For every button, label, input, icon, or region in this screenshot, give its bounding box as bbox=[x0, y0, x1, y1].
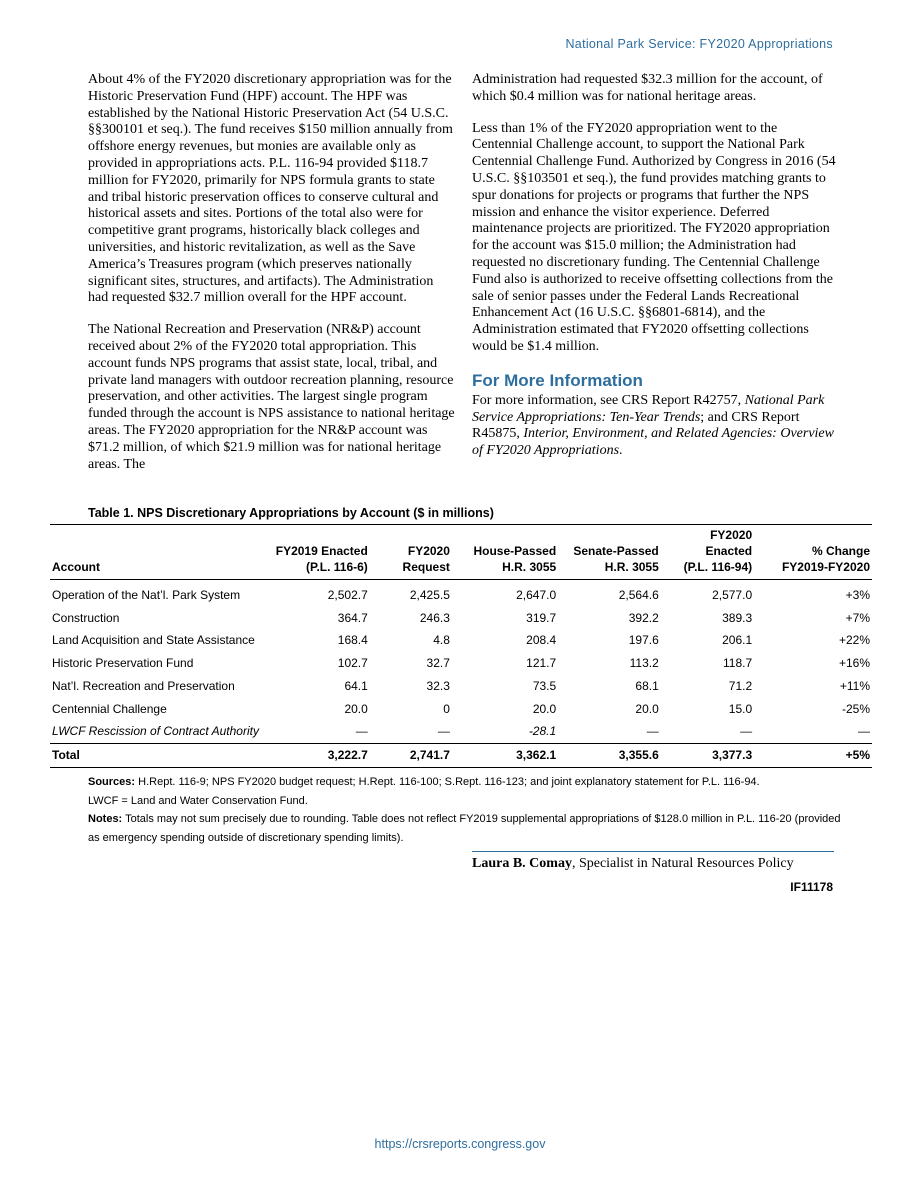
author-title: , Specialist in Natural Resources Policy bbox=[571, 856, 794, 871]
cell-enacted: 71.2 bbox=[728, 678, 753, 693]
cell-change: +3% bbox=[845, 588, 870, 602]
lwcf-note: LWCF = Land and Water Conservation Fund. bbox=[88, 794, 308, 807]
table-row bbox=[50, 698, 872, 721]
cell-account: Centennial Challenge bbox=[52, 701, 167, 716]
cell-senate: — bbox=[646, 724, 659, 739]
author-divider bbox=[472, 851, 834, 852]
cell-enacted: 15.0 bbox=[728, 701, 753, 716]
cell-request: 0 bbox=[443, 701, 450, 716]
cell-total-label: Total bbox=[50, 743, 271, 767]
table-row bbox=[50, 675, 872, 698]
cell-request: 246.3 bbox=[419, 610, 450, 625]
cell-request: 4.8 bbox=[433, 633, 450, 648]
cell-senate: 197.6 bbox=[628, 633, 659, 648]
author-name: Laura B. Comay bbox=[472, 856, 572, 871]
sources-note bbox=[88, 773, 848, 792]
cell-fy2019: 168.4 bbox=[337, 633, 368, 648]
appropriations-table-section bbox=[50, 506, 872, 768]
sources-text: H.Rept. 116-9; NPS FY2020 budget request; H.Rept. 116-100; S.Rept. 116-123; and joint explanatory statement for P.L. 116-94. bbox=[135, 776, 760, 788]
footer-url-link[interactable]: https://crsreports.congress.gov bbox=[374, 1137, 546, 1151]
sources-label: Sources: bbox=[88, 776, 136, 788]
notes-text: Totals may not sum precisely due to rounding. Table does not reflect FY2019 supplemental appropriations of $128.0 million in P.L. 116-20 (provided as emergency spending outside of discretionary spending limits). bbox=[88, 813, 841, 844]
more-info-heading: For More Information bbox=[472, 370, 643, 390]
appropriations-table bbox=[50, 524, 872, 768]
left-column bbox=[88, 72, 456, 488]
cell-total-house: 3,362.1 bbox=[452, 743, 558, 767]
table-row bbox=[50, 652, 872, 675]
cell-fy2019: 20.0 bbox=[344, 701, 368, 716]
nrp-paragraph: The National Recreation and Preservation (NR&P) account received about 2% of the FY2020 total appropriation. This account funds NPS programs that assist state, local, tribal, and private land managers with outdoor recreation planning, resource preservation, and other activities. The largest single program funded through the account is NPS assistance to national heritage areas. The FY2020 appropriation for the NR&P account was $71.2 million, of which $21.9 million was for national heritage areas. The bbox=[88, 322, 455, 472]
table-header-row bbox=[50, 525, 872, 580]
header-house-passed: House-Passed H.R. 3055 bbox=[473, 544, 557, 574]
table-total-row bbox=[50, 743, 872, 767]
cell-change: +7% bbox=[845, 610, 870, 625]
cell-enacted: 2,577.0 bbox=[712, 588, 753, 602]
report-title-r42757: National Park Service Appropriations: Ten-Year Trends bbox=[472, 392, 825, 425]
cell-senate: 20.0 bbox=[635, 701, 659, 716]
table-notes bbox=[88, 773, 848, 847]
cell-account: Nat’l. Recreation and Preservation bbox=[52, 678, 235, 693]
cell-account: Land Acquisition and State Assistance bbox=[52, 633, 255, 648]
cell-total-request: 2,741.7 bbox=[370, 743, 452, 767]
table-row-lwcf-rescission bbox=[50, 720, 872, 743]
cell-senate: 2,564.6 bbox=[618, 588, 659, 602]
more-info-text-a: For more information, see CRS Report R42757, bbox=[472, 392, 745, 408]
header-fy2019-enacted: FY2019 Enacted (P.L. 116-6) bbox=[275, 544, 368, 574]
cell-change: — bbox=[858, 724, 870, 739]
centennial-paragraph: Less than 1% of the FY2020 appropriation went to the Centennial Challenge account, to support the National Park Centennial Challenge Fund. Authorized by Congress in 2016 (54 U.S.C. §§103501 et seq.), the fund provides matching grants to spur donations for projects or programs that further the NPS mission and enhance the visitor experience. Deferred maintenance projects are prioritized. The FY2020 appropriation for the account was $15.0 million; the Administration had requested no discretionary funding. The Centennial Challenge Fund also is authorized to receive offsetting collections from the sale of senior passes under the Federal Lands Recreational Enhancement Act (16 U.S.C. §§6801-6814), and the Administration estimated that FY2020 offsetting collections would be $1.4 million. bbox=[472, 120, 836, 354]
hpf-paragraph: About 4% of the FY2020 discretionary appropriation was for the Historic Preservation Fund (HPF) account. The HPF was established by the National Historic Preservation Act (54 U.S.C. §§300101 et seq.). The fund receives $150 million annually from offshore energy revenues, but monies are available only as provided in appropriations acts. P.L. 116-94 provided $118.7 million for FY2020, primarily for NPS formula grants to state and tribal historic preservation offices to conserve cultural and historical assets and sites. Portions of the total also were for competitive grant programs, historically black colleges and universities, and historic revitalization, as well as the Save America’s Treasures program (which preserves nationally significant sites, structures, and artifacts). The Administration had requested $32.7 million overall for the HPF account. bbox=[88, 72, 453, 306]
header-fy2020-enacted: FY2020 Enacted (P.L. 116-94) bbox=[683, 528, 753, 574]
cell-request: 32.7 bbox=[426, 656, 450, 671]
cell-senate: 113.2 bbox=[629, 656, 659, 671]
cell-house: 20.0 bbox=[532, 701, 557, 716]
cell-request: 32.3 bbox=[426, 678, 450, 693]
cell-fy2019: — bbox=[355, 724, 368, 739]
cell-total-enacted: 3,377.3 bbox=[661, 743, 754, 767]
cell-account: LWCF Rescission of Contract Authority bbox=[52, 724, 259, 739]
header-senate-passed: Senate-Passed H.R. 3055 bbox=[573, 544, 659, 574]
cell-house: 121.7 bbox=[526, 656, 557, 671]
cell-senate: 392.2 bbox=[628, 610, 659, 625]
nrp-continued-paragraph: Administration had requested $32.3 million for the account, of which $0.4 million was for national heritage areas. bbox=[472, 72, 823, 104]
cell-change: +16% bbox=[838, 656, 870, 671]
cell-account: Construction bbox=[52, 610, 120, 625]
cell-fy2019: 364.7 bbox=[337, 610, 368, 625]
cell-fy2019: 64.1 bbox=[344, 678, 368, 693]
notes-label: Notes: bbox=[88, 813, 123, 825]
cell-enacted: 206.1 bbox=[722, 633, 753, 648]
cell-change: -25% bbox=[841, 701, 870, 716]
header-fy2020-request: FY2020 Request bbox=[402, 544, 450, 574]
cell-house: 2,647.0 bbox=[516, 588, 557, 602]
table-row bbox=[50, 580, 872, 607]
cell-house: 208.4 bbox=[526, 633, 557, 648]
table-row bbox=[50, 629, 872, 652]
table-title: Table 1. NPS Discretionary Appropriations by Account ($ in millions) bbox=[88, 506, 494, 520]
cell-house: 319.7 bbox=[526, 610, 557, 625]
cell-fy2019: 102.7 bbox=[337, 656, 368, 671]
cell-enacted: 118.7 bbox=[722, 656, 753, 671]
right-column bbox=[472, 72, 836, 460]
report-title-r45875: Interior, Environment, and Related Agencies: Overview of FY2020 Appropriations bbox=[472, 426, 834, 459]
cell-total-senate: 3,355.6 bbox=[558, 743, 661, 767]
cell-total-change: +5% bbox=[754, 743, 872, 767]
cell-total-fy2019: 3,222.7 bbox=[271, 743, 370, 767]
document-id: IF11178 bbox=[790, 880, 833, 894]
cell-request: 2,425.5 bbox=[409, 588, 450, 602]
cell-house: 73.5 bbox=[532, 678, 557, 693]
cell-enacted: — bbox=[740, 724, 753, 739]
cell-request: — bbox=[437, 724, 450, 739]
more-info-text-b: ; and CRS Report R45875, bbox=[472, 409, 800, 442]
cell-change: +22% bbox=[838, 633, 870, 648]
page-header-title: National Park Service: FY2020 Appropriations bbox=[565, 37, 833, 51]
cell-fy2019: 2,502.7 bbox=[327, 588, 368, 602]
more-info-text bbox=[472, 393, 836, 460]
cell-enacted: 389.3 bbox=[722, 610, 753, 625]
more-info-text-c: . bbox=[619, 443, 623, 459]
cell-change: +11% bbox=[839, 678, 870, 693]
table-row bbox=[50, 607, 872, 630]
cell-account: Operation of the Nat’l. Park System bbox=[52, 588, 241, 602]
header-percent-change: % Change FY2019-FY2020 bbox=[781, 544, 870, 574]
header-account: Account bbox=[52, 560, 100, 574]
notes-note bbox=[88, 810, 848, 847]
cell-house: -28.1 bbox=[528, 724, 557, 739]
author-line bbox=[472, 856, 842, 872]
cell-senate: 68.1 bbox=[635, 678, 659, 693]
cell-account: Historic Preservation Fund bbox=[52, 656, 194, 671]
